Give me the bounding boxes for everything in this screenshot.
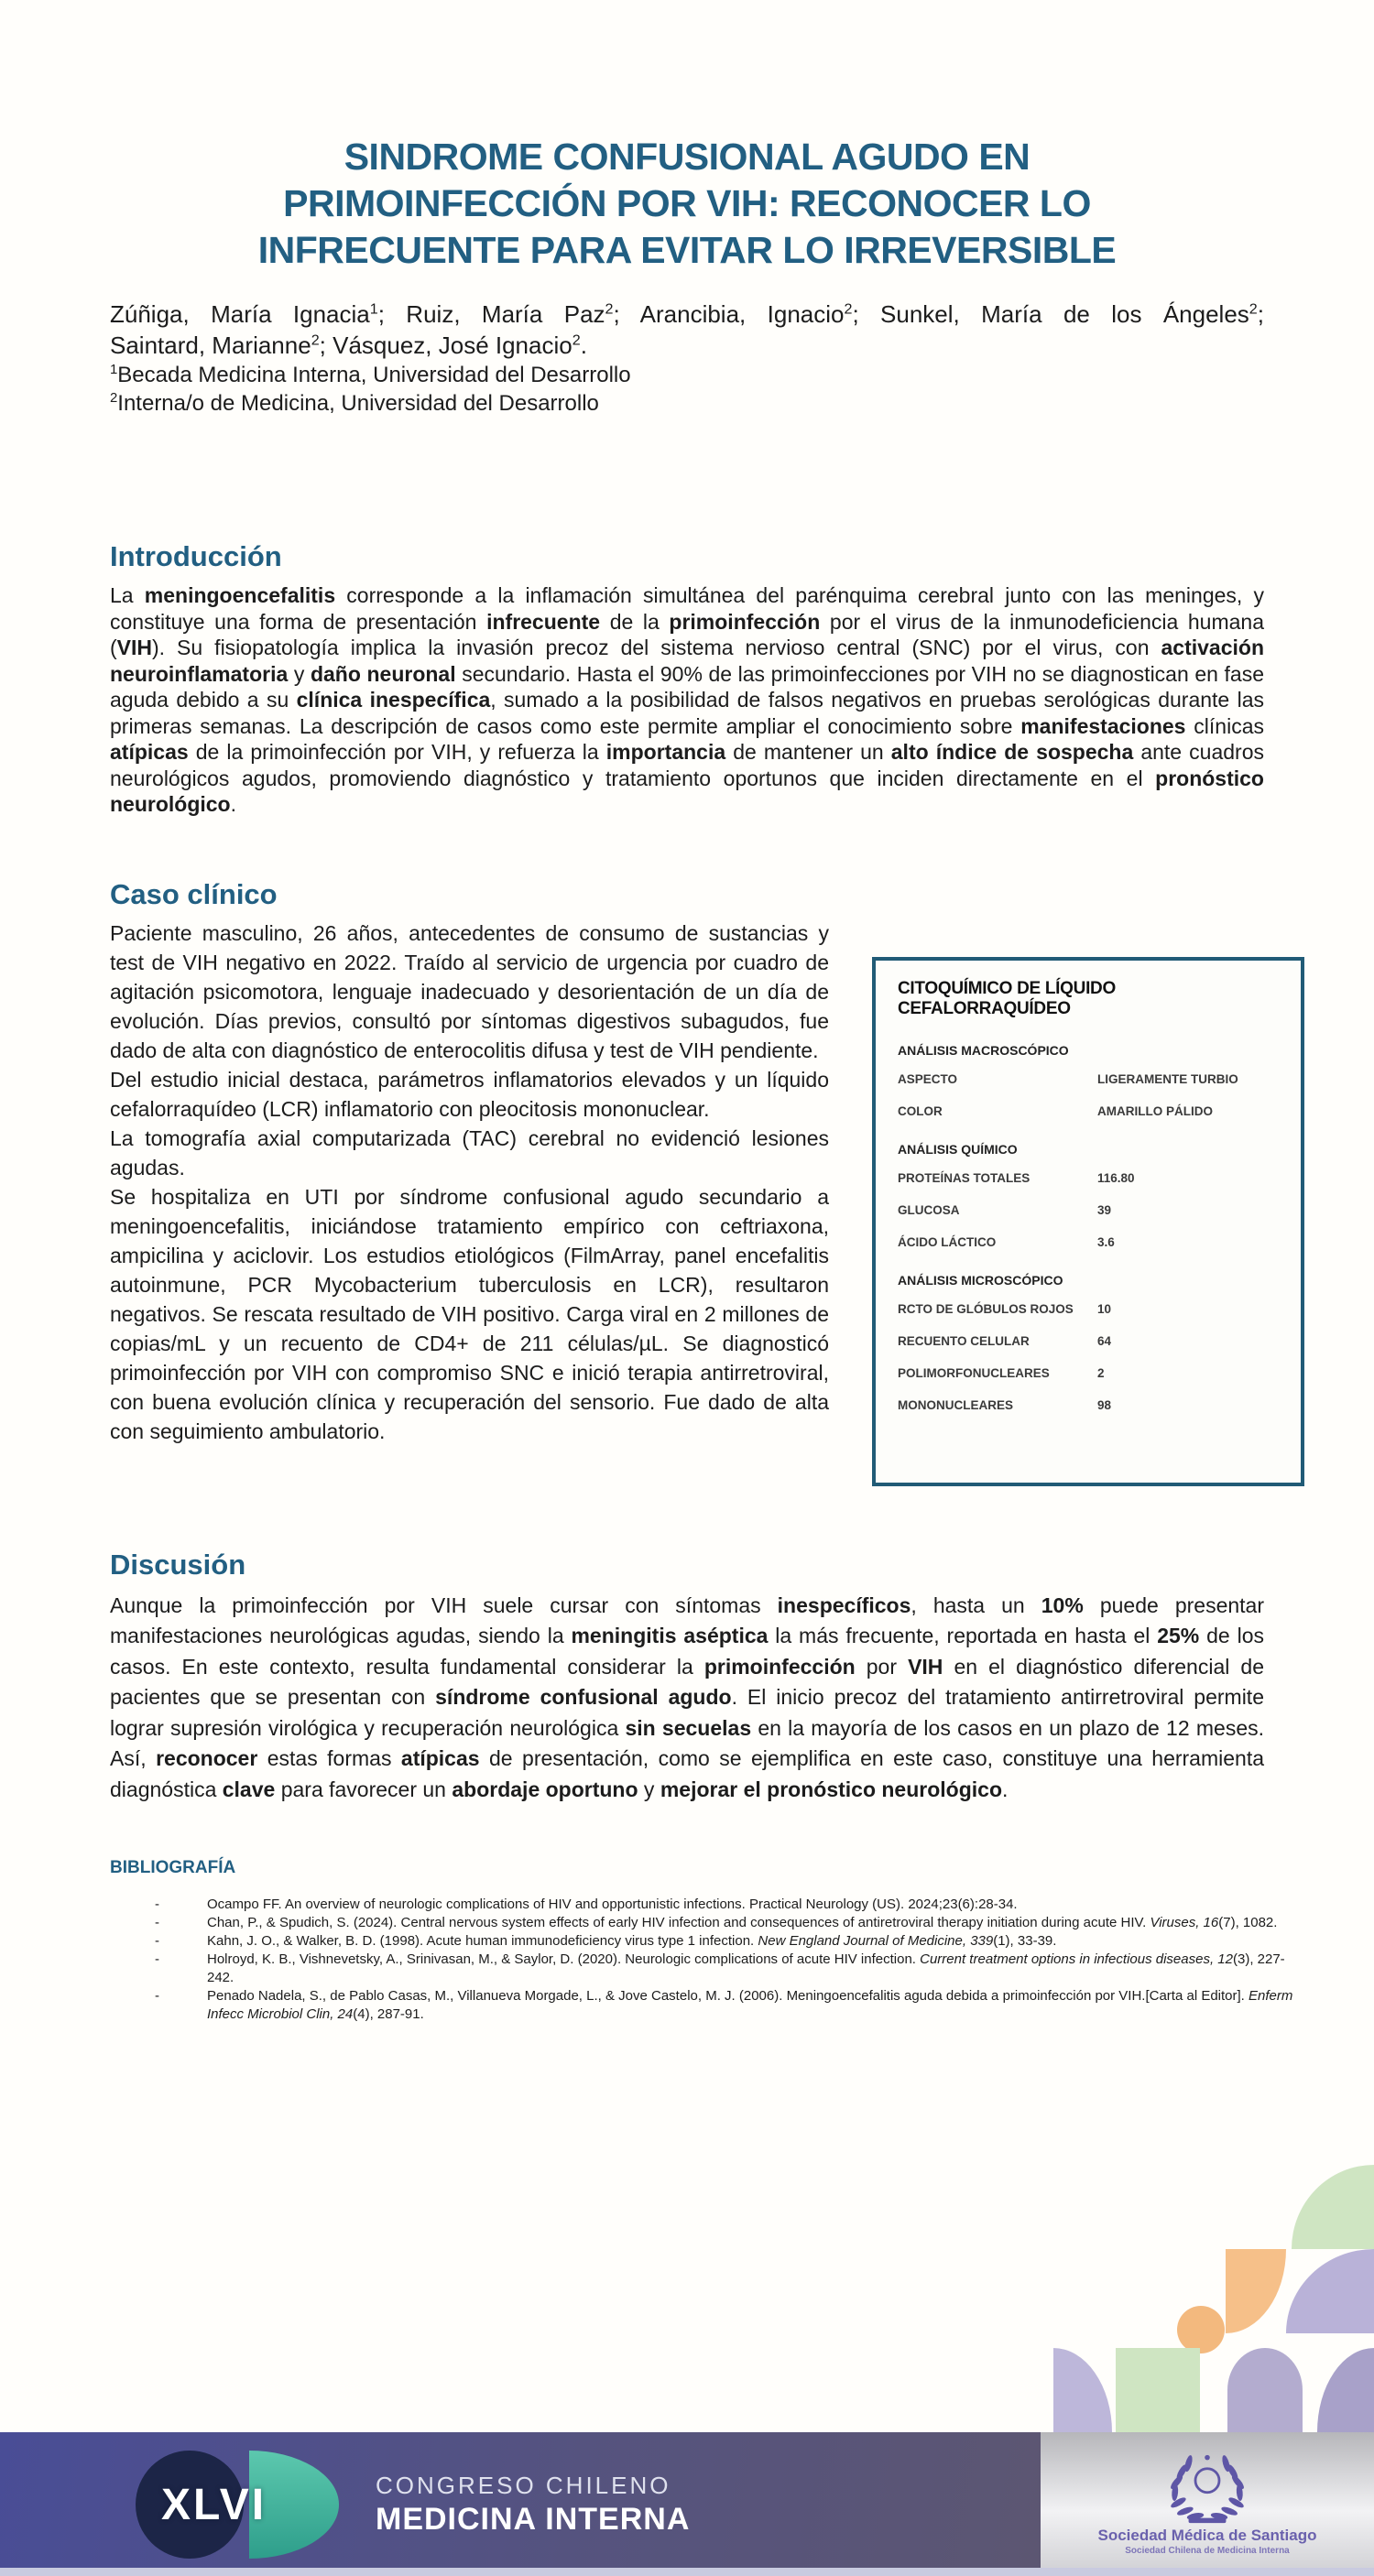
affiliation-line: $^1$Becada Medicina Interna, Universidad del Desarrollo bbox=[110, 363, 631, 388]
bibliography-reference: Holroyd, K. B., Vishnevetsky, A., Srinivasan, M., & Saylor, D. (2020). Neurologic complications of acute HIV infection. Current treatment options in infectious diseases, 12(3), 227-242. bbox=[207, 1951, 1285, 1986]
bibliography-reference: Penado Nadela, S., de Pablo Casas, M., Villanueva Morgade, L., & Jove Castelo, M. J. (2006). Meningoencefalitis aguda debida a primoinfección por VIH.[Carta al Editor]. Enferm Infecc Microbiol Clin, 24(4), 287-91. bbox=[207, 1988, 1293, 2023]
lab-param-value: 98 bbox=[1097, 1397, 1112, 1412]
authors-line: Zúñiga, María Ignacia$^1$; Ruiz, María Paz$^2$; Arancibia, Ignacio$^2$; Sunkel, María de los Ángeles$^2$; bbox=[110, 300, 1264, 329]
bibliography-list bbox=[155, 1896, 1305, 2024]
title-line-1: SINDROME CONFUSIONAL AGUDO EN bbox=[344, 136, 1030, 178]
lab-param-value: 10 bbox=[1097, 1301, 1112, 1316]
congress-title-line1: CONGRESO CHILENO bbox=[376, 2471, 671, 2499]
caso-paragraph: Del estudio inicial destaca, parámetros inflamatorios elevados y un líquido cefalorraquídeo (LCR) inflamatorio con pleocitosis mononuclear. bbox=[110, 1067, 829, 1121]
list-dash-marker: - bbox=[155, 1915, 159, 1931]
poster-title bbox=[110, 134, 1264, 274]
table-row bbox=[898, 1104, 1279, 1118]
lab-param-label: ASPECTO bbox=[898, 1071, 958, 1086]
authors-line: Saintard, Marianne$^2$; Vásquez, José Ignacio$^2$. bbox=[110, 332, 587, 360]
society-subtitle: Sociedad Chilena de Medicina Interna bbox=[1125, 2545, 1290, 2556]
lab-param-label: RECUENTO CELULAR bbox=[898, 1333, 1030, 1348]
section-heading-introduccion: Introducción bbox=[110, 540, 282, 573]
lab-param-label: ÁCIDO LÁCTICO bbox=[898, 1234, 997, 1249]
caso-clinico-text-column bbox=[110, 918, 829, 1486]
pastel-green-quarter-circle bbox=[1292, 2165, 1374, 2249]
lab-param-label: GLUCOSA bbox=[898, 1202, 960, 1217]
lab-section-header: ANÁLISIS MACROSCÓPICO bbox=[898, 1042, 1069, 1058]
lab-param-value: 116.80 bbox=[1097, 1170, 1135, 1185]
lab-param-value: 64 bbox=[1097, 1333, 1112, 1348]
society-name: Sociedad Médica de Santiago bbox=[1097, 2526, 1317, 2544]
congress-logo-acronym: XLVI bbox=[161, 2480, 267, 2529]
introduccion-paragraph: La meningoencefalitis corresponde a la inflamación simultánea del parénquima cerebral junto con las meninges, y constituye una forma de presentación infrecuente de la primoinfección por el virus de la inmunodeficiencia humana (VIH). Su fisiopatología implica la invasión precoz del sistema nervioso central (SNC) por el virus, con activación neuroinflamatoria y daño neuronal secundario. Hasta el 90% de las primoinfecciones por VIH no se diagnostican en fase aguda debido a su clínica inespecífica, sumado a la posibilidad de falsos negativos en pruebas serológicas durante las primeras semanas. La descripción de casos como este permite ampliar el conocimiento sobre manifestaciones clínicas atípicas de la primoinfección por VIH, y refuerza la importancia de mantener un alto índice de sospecha ante cuadros neurológicos agudos, promoviendo diagnóstico y tratamiento oportunos que inciden directamente en el pronóstico neurológico. bbox=[110, 583, 1265, 817]
bibliography-heading: BIBLIOGRAFÍA bbox=[110, 1858, 236, 1878]
bibliography-reference: Ocampo FF. An overview of neurologic complications of HIV and opportunistic infections. Practical Neurology (US). 2024;23(6):28-34. bbox=[207, 1897, 1018, 1913]
caso-paragraph: La tomografía axial computarizada (TAC) cerebral no evidenció lesiones agudas. bbox=[110, 1125, 829, 1179]
list-dash-marker: - bbox=[155, 1988, 159, 2005]
lab-param-label: COLOR bbox=[898, 1103, 943, 1118]
society-banner bbox=[1041, 2432, 1374, 2576]
lab-report-title: CITOQUÍMICO DE LÍQUIDO CEFALORRAQUÍDEO bbox=[898, 978, 1116, 1018]
footer-bottom-strip bbox=[0, 2568, 1374, 2576]
title-line-3: INFRECUENTE PARA EVITAR LO IRREVERSIBLE bbox=[257, 229, 1117, 271]
title-line-2: PRIMOINFECCIÓN POR VIH: RECONOCER LO bbox=[283, 182, 1091, 224]
lab-section-microscopico bbox=[898, 1273, 1279, 1412]
lab-param-label: MONONUCLEARES bbox=[898, 1397, 1014, 1412]
table-row bbox=[898, 1302, 1279, 1316]
list-item bbox=[155, 1951, 1305, 1987]
lab-param-label: POLIMORFONUCLEARES bbox=[898, 1365, 1050, 1380]
congress-banner bbox=[0, 2432, 1041, 2576]
affiliation-line: $^2$Interna/o de Medicina, Universidad del Desarrollo bbox=[110, 391, 599, 417]
footer bbox=[0, 2432, 1374, 2576]
list-dash-marker: - bbox=[155, 1897, 159, 1913]
list-item bbox=[155, 1914, 1305, 1932]
lab-section-header: ANÁLISIS MICROSCÓPICO bbox=[898, 1272, 1063, 1288]
lab-param-value: 3.6 bbox=[1097, 1234, 1115, 1249]
table-row bbox=[898, 1203, 1279, 1217]
table-row bbox=[898, 1398, 1279, 1412]
lab-param-value: AMARILLO PÁLIDO bbox=[1097, 1103, 1213, 1118]
lab-param-label: RCTO DE GLÓBULOS ROJOS bbox=[898, 1301, 1074, 1316]
poster-page bbox=[0, 134, 1374, 2024]
lab-param-value: 39 bbox=[1097, 1202, 1112, 1217]
table-row bbox=[898, 1171, 1279, 1185]
lab-section-header: ANÁLISIS QUÍMICO bbox=[898, 1141, 1018, 1157]
list-dash-marker: - bbox=[155, 1933, 159, 1950]
caso-paragraph: Se hospitaliza en UTI por síndrome confusional agudo secundario a meningoencefalitis, iniciándose tratamiento empírico con ceftriaxona, ampicilina y aciclovir. Los estudios etiológicos (FilmArray, panel encefalitis autoinmune, PCR Mycobacterium tuberculosis en LCR), resultaron negativos. Se rescata resultado de VIH positivo. Carga viral en 2 millones de copias/mL y un recuento de CD4+ de 211 células/µL. Se diagnosticó primoinfección por VIH con compromiso SNC e inició terapia antirretroviral, con buena evolución clínica y recuperación del sensorio. Fue dado de alta con seguimiento ambulatorio. bbox=[110, 1184, 829, 1443]
lab-section-quimico bbox=[898, 1142, 1279, 1249]
congress-title-block bbox=[376, 2472, 690, 2538]
pastel-lavender-dome bbox=[1227, 2348, 1303, 2432]
congress-logo bbox=[136, 2451, 344, 2559]
congress-title-line2: MEDICINA INTERNA bbox=[376, 2501, 691, 2537]
table-row bbox=[898, 1334, 1279, 1348]
lab-param-value: LIGERAMENTE TURBIO bbox=[1097, 1071, 1238, 1086]
table-row bbox=[898, 1072, 1279, 1086]
list-dash-marker: - bbox=[155, 1951, 159, 1968]
lab-param-label: PROTEÍNAS TOTALES bbox=[898, 1170, 1030, 1185]
list-item bbox=[155, 1932, 1305, 1951]
pastel-lavender-dome bbox=[1317, 2348, 1374, 2432]
section-heading-caso-clinico: Caso clínico bbox=[110, 877, 278, 910]
bibliography-reference: Chan, P., & Spudich, S. (2024). Central nervous system effects of early HIV infection and consequences of antiretroviral therapy initiation during acute HIV. Viruses, 16(7), 1082. bbox=[207, 1915, 1278, 1931]
table-row bbox=[898, 1235, 1279, 1249]
pastel-lavender-block bbox=[1286, 2249, 1374, 2333]
list-item bbox=[155, 1896, 1305, 1914]
pastel-orange-circle bbox=[1177, 2306, 1225, 2353]
caso-clinico-columns bbox=[110, 918, 1304, 1486]
lab-section-macroscopico bbox=[898, 1043, 1279, 1118]
pastel-green-square bbox=[1116, 2348, 1200, 2432]
bibliography-reference: Kahn, J. O., & Walker, B. D. (1998). Acute human immunodeficiency virus type 1 infection. New England Journal of Medicine, 339(1), 33-39. bbox=[207, 1933, 1057, 1950]
society-laurel-emblem-icon bbox=[1139, 2453, 1276, 2525]
pastel-lavender-dome bbox=[1053, 2348, 1112, 2432]
list-item bbox=[155, 1987, 1305, 2024]
section-heading-discusion: Discusión bbox=[110, 1548, 246, 1581]
discusion-paragraph: Aunque la primoinfección por VIH suele cursar con síntomas inespecíficos, hasta un 10% puede presentar manifestaciones neurológicas agudas, siendo la meningitis aséptica la más frecuente, reportada en hasta el 25% de los casos. En este contexto, resulta fundamental considerar la primoinfección por VIH en el diagnóstico diferencial de pacientes que se presentan con síndrome confusional agudo. El inicio precoz del tratamiento antirretroviral permite lograr supresión virológica y recuperación neurológica sin secuelas en la mayoría de los casos en un plazo de 12 meses. Así, reconocer estas formas atípicas de presentación, como se ejemplifica en este caso, constituye una herramienta diagnóstica clave para favorecer un abordaje oportuno y mejorar el pronóstico neurológico. bbox=[110, 1592, 1265, 1801]
csf-lab-report bbox=[872, 957, 1304, 1486]
lab-param-value: 2 bbox=[1097, 1365, 1105, 1380]
pastel-orange-quarter-circle bbox=[1226, 2249, 1286, 2333]
table-row bbox=[898, 1366, 1279, 1380]
caso-paragraph: Paciente masculino, 26 años, antecedentes de consumo de sustancias y test de VIH negativo en 2022. Traído al servicio de urgencia por cuadro de agitación psicomotora, lenguaje inadecuado y desorientación de un día de evolución. Días previos, consultó por síntomas digestivos subagudos, fue dado de alta con diagnóstico de enterocolitis difusa y test de VIH pendiente. bbox=[110, 920, 829, 1062]
